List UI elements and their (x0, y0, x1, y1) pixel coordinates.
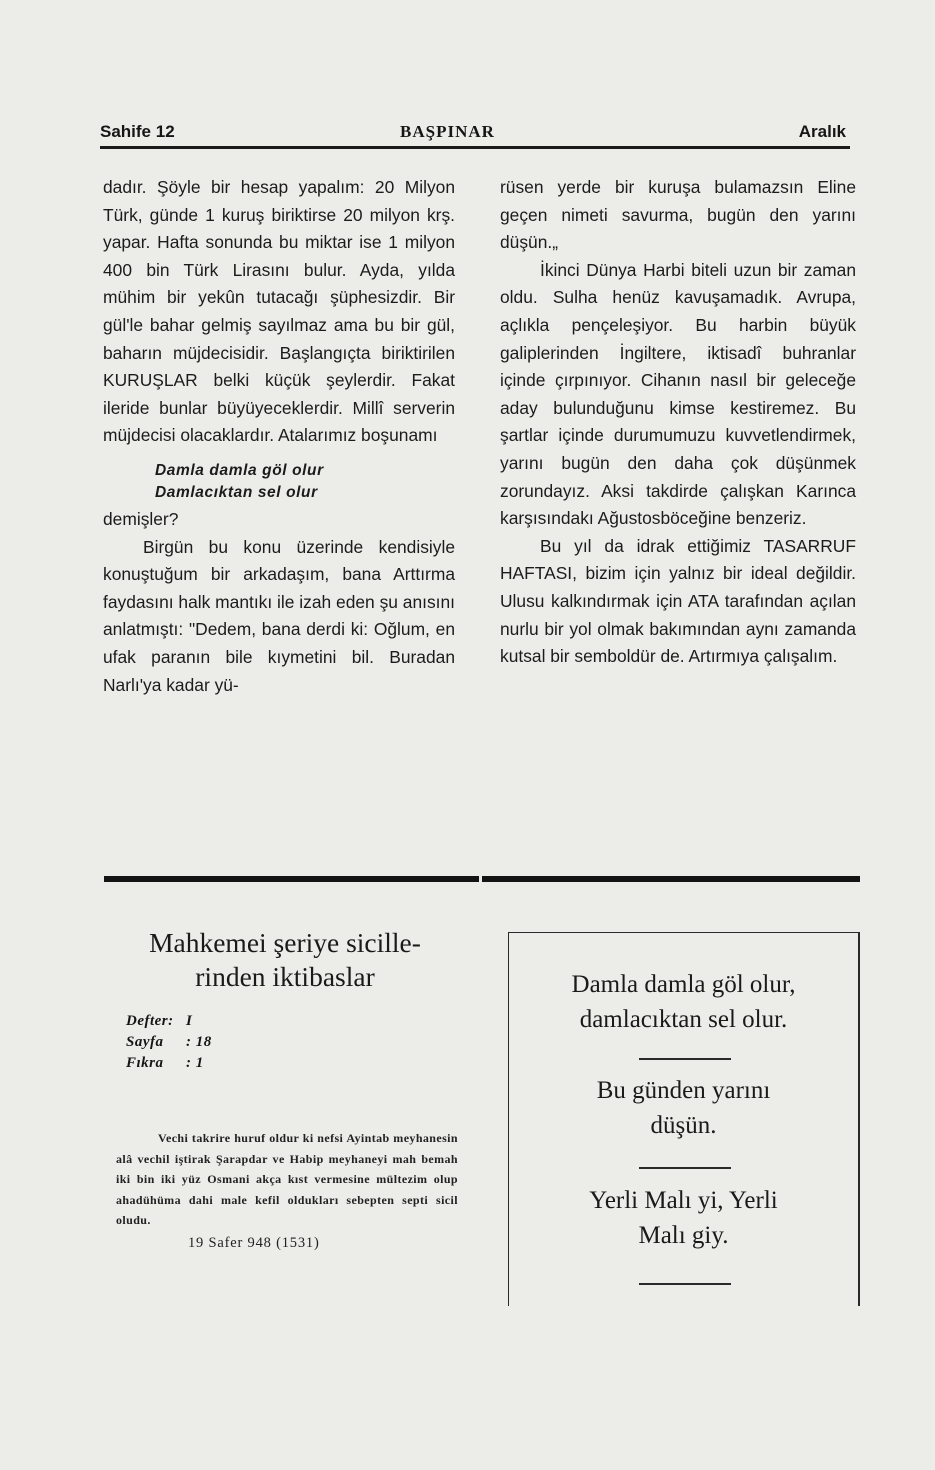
right-column (500, 174, 856, 671)
left-column (103, 174, 455, 699)
slogan-line: Yerli Malı yi, Yerli (589, 1187, 778, 1214)
newspaper-title: BAŞPINAR (400, 122, 495, 141)
slogan-separator (639, 1283, 731, 1285)
article-title (100, 926, 470, 994)
reference-sayfa (126, 1032, 212, 1053)
article-title-line-2: rinden iktibaslar (195, 961, 375, 992)
right-paragraph-2: İkinci Dünya Harbi biteli uzun bir zaman oldu. Sulha henüz kavuşamadık. Avrupa, açlıkla pençeleşiyor. Bu harbin büyük galiplerinden İngiltere, iktisadî buhranlar içinde çırpınıyor. Cihanın nasıl bir geleceğe aday bulunduğunu kimse kestiremez. Bu şartlar içinde durumumuzu kuvvetlendirmek, yarını bugün den daha çok düşünmek zorundayız. Aksi takdirde çalışkan Karınca karşısındakı Ağustosböceğine benzeriz. (500, 259, 856, 529)
issue-month: Aralık (798, 122, 846, 141)
reference-label: Sayfa (126, 1034, 164, 1050)
header-rule (100, 146, 850, 149)
proverb-line-2: Damlacıktan sel olur (155, 483, 318, 501)
right-paragraph-3: Bu yıl da idrak ettiğimiz TASARRUF HAFTASI, bizim için yalnız bir ideal değildir. Ulusu kalkındırmak için ATA tarafından açılan nurlu bir yol olmak bakımından aynı zamanda kutsal bir semboldür de. Artırmıya çalışalım. (500, 535, 856, 667)
slogan-line: damlacıktan sel olur. (579, 1006, 788, 1033)
slogan-future (509, 1073, 858, 1143)
slogan-line: düşün. (650, 1112, 717, 1139)
reference-label: Defter: (126, 1013, 174, 1029)
slogan-line: Malı giy. (638, 1222, 729, 1249)
reference-value: : 18 (186, 1034, 212, 1050)
page-header (100, 118, 850, 148)
right-paragraph-1: rüsen yerde bir kuruşa bulamazsın Eline geçen nimeti savurma, bugün den yarını düşün.„ (500, 177, 856, 253)
left-paragraph-2: demişler? (103, 508, 179, 529)
section-divider-right (482, 876, 860, 882)
decree-body: Vechi takrire huruf oldur ki nefsi Ayintab meyhanesin alâ vechil iştirak Şarapdar ve Habip meyhaneyi mah bemah iki bin iki yüz Osmani akça kıst vermesine mültezim olup ahadühüma dahi male kefil oldukları sebepten septi sicil oludu. (116, 1131, 458, 1227)
reference-value: : 1 (186, 1055, 204, 1071)
left-paragraph-1: dadır. Şöyle bir hesap yapalım: 20 Milyon Türk, günde 1 kuruş biriktirse 20 milyon krş. yapar. Hafta sonunda bu miktar ise 1 milyon 400 bin Türk Lirasını bulur. Ayda, yılda mühim bir yekûn tutacağı şüphesizdir. Bir gül'le bahar gelmiş sayılmaz ama bu bir gül, baharın müjdecisidir. Başlangıçta biriktirilen KURUŞLAR belki küçük şeylerdir. Fakat ileride bunlar büyüyeceklerdir. Millî serverin müjdecisi olacaklardır. Atalarımız boşunamı (103, 177, 455, 446)
reference-defter (126, 1011, 212, 1032)
slogan-proverb (509, 967, 858, 1037)
slogan-local-goods (509, 1183, 858, 1253)
archive-reference (126, 1011, 212, 1074)
reference-fikra (126, 1053, 212, 1074)
proverb-line-1: Damla damla göl olur (155, 461, 324, 479)
article-title-line-1: Mahkemei şeriye sicille- (149, 927, 421, 958)
proverb-quote (155, 460, 455, 504)
reference-value: I (186, 1013, 193, 1029)
reference-label: Fıkra (126, 1055, 164, 1071)
slogan-box (508, 932, 860, 1306)
section-divider-left (104, 876, 479, 882)
left-paragraph-3: Birgün bu konu üzerinde kendisiyle konuştuğum bir arkadaşım, bana Arttırma faydasını halk mantıkı ile izah eden şu anısını anlatmıştı: "Dedem, bana derdi ki: Oğlum, en ufak paranın bile kıymetini bil. Buradan Narlı'ya kadar yü- (103, 536, 455, 695)
decree-text (116, 1128, 458, 1253)
page-number: Sahife 12 (100, 122, 175, 141)
slogan-separator (639, 1167, 731, 1169)
decree-date: 19 Safer 948 (1531) (188, 1234, 320, 1251)
slogan-line: Damla damla göl olur, (571, 971, 796, 998)
slogan-separator (639, 1058, 731, 1060)
slogan-line: Bu günden yarını (596, 1077, 771, 1104)
